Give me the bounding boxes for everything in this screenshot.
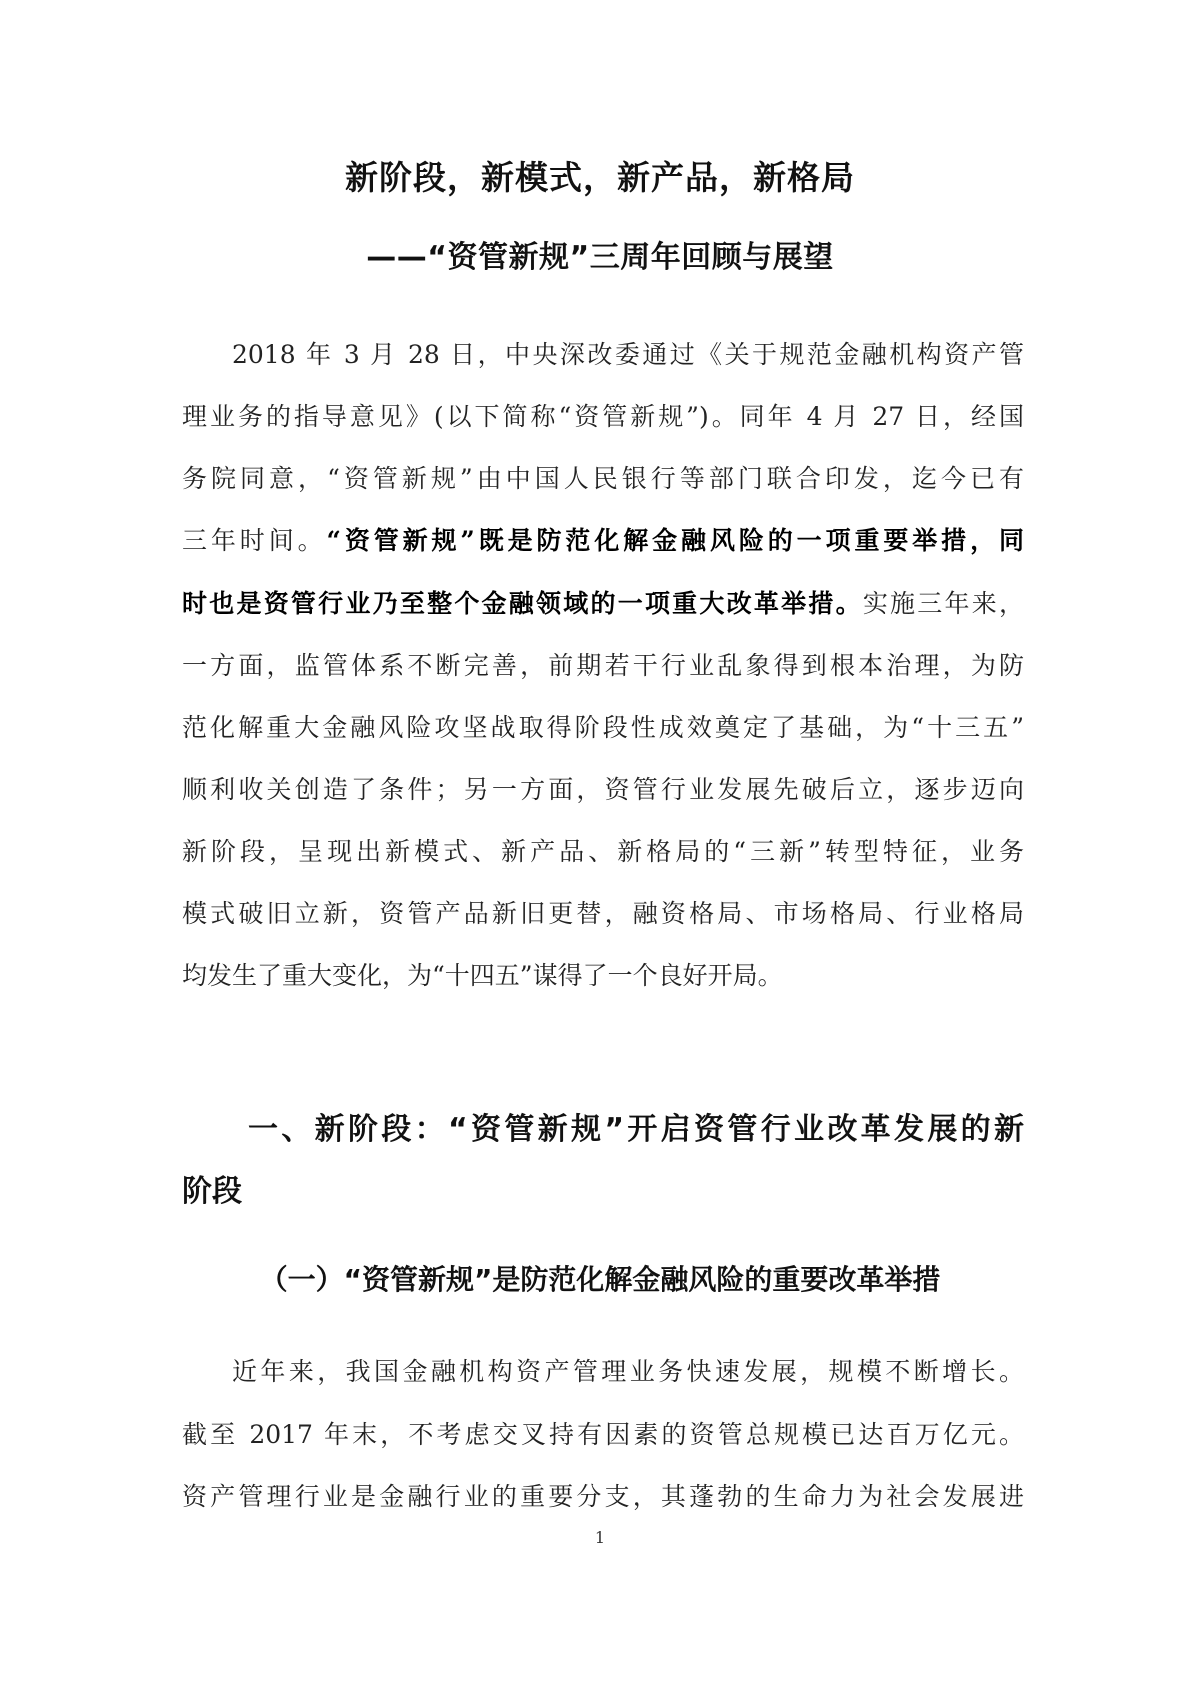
subsection-1-heading: （一）“资管新规”是防范化解金融风险的重要改革举措 [259, 1263, 941, 1296]
intro-line-5-bold: 时也是资管行业乃至整个金融领域的一项重大改革举措。 [182, 589, 863, 618]
intro-line-2: 理业务的指导意见》(以下简称“资管新规”)。同年 4 月 27 日，经国 [182, 402, 1024, 431]
subsection-1-line-1: 近年来，我国金融机构资产管理业务快速发展，规模不断增长。 [232, 1357, 1024, 1386]
intro-line-5 [182, 587, 1024, 621]
intro-line-9: 新阶段，呈现出新模式、新产品、新格局的“三新”转型特征，业务 [182, 837, 1024, 866]
intro-line-1: 2018 年 3 月 28 日，中央深改委通过《关于规范金融机构资产管 [232, 340, 1024, 369]
intro-line-10: 模式破旧立新，资管产品新旧更替，融资格局、市场格局、行业格局 [182, 899, 1024, 928]
section-1-heading-line-1: 一、新阶段：“资管新规”开启资管行业改革发展的新 [248, 1112, 1024, 1147]
document-subtitle: ——“资管新规”三周年回顾与展望 [366, 240, 834, 275]
intro-line-11: 均发生了重大变化，为“十四五”谋得了一个良好开局。 [182, 961, 783, 990]
intro-line-4 [182, 524, 1024, 558]
intro-line-6: 一方面，监管体系不断完善，前期若干行业乱象得到根本治理，为防 [182, 651, 1024, 680]
subsection-1-line-2: 截至 2017 年末，不考虑交叉持有因素的资管总规模已达百万亿元。 [182, 1420, 1024, 1449]
intro-line-4-bold: “资管新规”既是防范化解金融风险的一项重要举措，同 [326, 526, 1024, 555]
intro-line-4-normal: 三年时间。 [182, 526, 327, 555]
intro-line-7: 范化解重大金融风险攻坚战取得阶段性成效奠定了基础，为“十三五” [182, 713, 1024, 742]
page-number: 1 [594, 1528, 606, 1547]
intro-line-8: 顺利收关创造了条件；另一方面，资管行业发展先破后立，逐步迈向 [182, 775, 1024, 804]
intro-line-3: 务院同意，“资管新规”由中国人民银行等部门联合印发，迄今已有 [182, 464, 1024, 493]
section-1-heading-line-2: 阶段 [182, 1174, 242, 1209]
document-title: 新阶段，新模式，新产品，新格局 [345, 158, 855, 197]
subsection-1-line-3: 资产管理行业是金融行业的重要分支，其蓬勃的生命力为社会发展进 [182, 1482, 1024, 1511]
intro-line-5-normal: 实施三年来， [862, 589, 1024, 618]
